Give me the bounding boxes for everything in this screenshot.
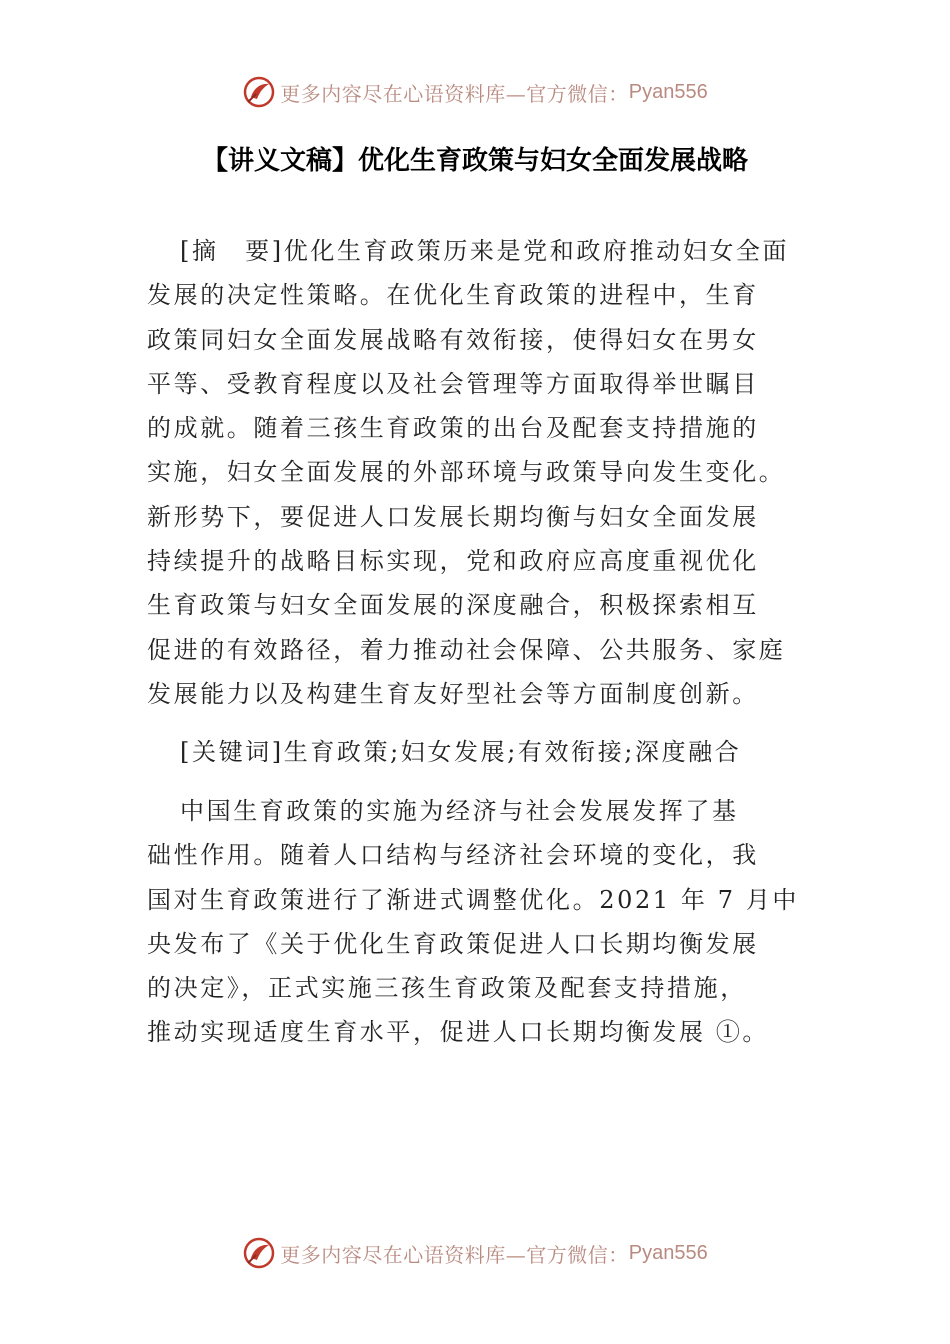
abstract-paragraph bbox=[147, 229, 819, 716]
brand-logo-icon bbox=[242, 75, 276, 109]
abstract-line: 持续提升的战略目标实现，党和政府应高度重视优化 bbox=[147, 547, 759, 576]
body-line: 央发布了《关于优化生育政策促进人口长期均衡发展 bbox=[147, 929, 759, 958]
body-paragraph bbox=[147, 789, 819, 1055]
keywords-paragraph bbox=[147, 730, 819, 774]
abstract-line: 发展能力以及构建生育友好型社会等方面制度创新。 bbox=[147, 679, 759, 708]
body-line: 国对生育政策进行了渐进式调整优化。2021 年 7 月中 bbox=[147, 885, 800, 914]
abstract-line: 的成就。随着三孩生育政策的出台及配套支持措施的 bbox=[147, 414, 759, 443]
abstract-line: 政策同妇女全面发展战略有效衔接，使得妇女在男女 bbox=[147, 325, 759, 354]
body-line: 推动实现适度生育水平，促进人口长期均衡发展 ①。 bbox=[147, 1018, 770, 1047]
header-banner bbox=[0, 72, 950, 112]
abstract-line: 平等、受教育程度以及社会管理等方面取得举世瞩目 bbox=[147, 369, 759, 398]
banner-slogan: 更多内容尽在心语资料库—官方微信： bbox=[280, 1242, 629, 1267]
abstract-line: 实施，妇女全面发展的外部环境与政策导向发生变化。 bbox=[147, 458, 786, 487]
banner-wechat-id: Pyan556 bbox=[628, 1241, 708, 1264]
banner-wechat-id: Pyan556 bbox=[628, 80, 708, 103]
keywords-line: [关键词]生育政策;妇女发展;有效衔接;深度融合 bbox=[180, 738, 742, 766]
footer-banner bbox=[0, 1233, 950, 1273]
abstract-line: 促进的有效路径，着力推动社会保障、公共服务、家庭 bbox=[147, 635, 786, 664]
document-title: 【讲义文稿】优化生育政策与妇女全面发展战略 bbox=[201, 146, 748, 176]
banner-slogan: 更多内容尽在心语资料库—官方微信： bbox=[280, 81, 629, 106]
body-line: 础性作用。随着人口结构与经济社会环境的变化，我 bbox=[147, 841, 759, 870]
brand-logo-icon bbox=[242, 1236, 276, 1270]
body-line: 中国生育政策的实施为经济与社会发展发挥了基 bbox=[180, 797, 739, 825]
body-line: 的决定》，正式实施三孩生育政策及配套支持措施， bbox=[147, 974, 747, 1003]
abstract-line: [摘 要]优化生育政策历来是党和政府推动妇女全面 bbox=[180, 237, 790, 265]
abstract-line: 新形势下，要促进人口发展长期均衡与妇女全面发展 bbox=[147, 502, 759, 531]
abstract-line: 生育政策与妇女全面发展的深度融合，积极探索相互 bbox=[147, 591, 759, 620]
abstract-line: 发展的决定性策略。在优化生育政策的进程中，生育 bbox=[147, 281, 759, 310]
